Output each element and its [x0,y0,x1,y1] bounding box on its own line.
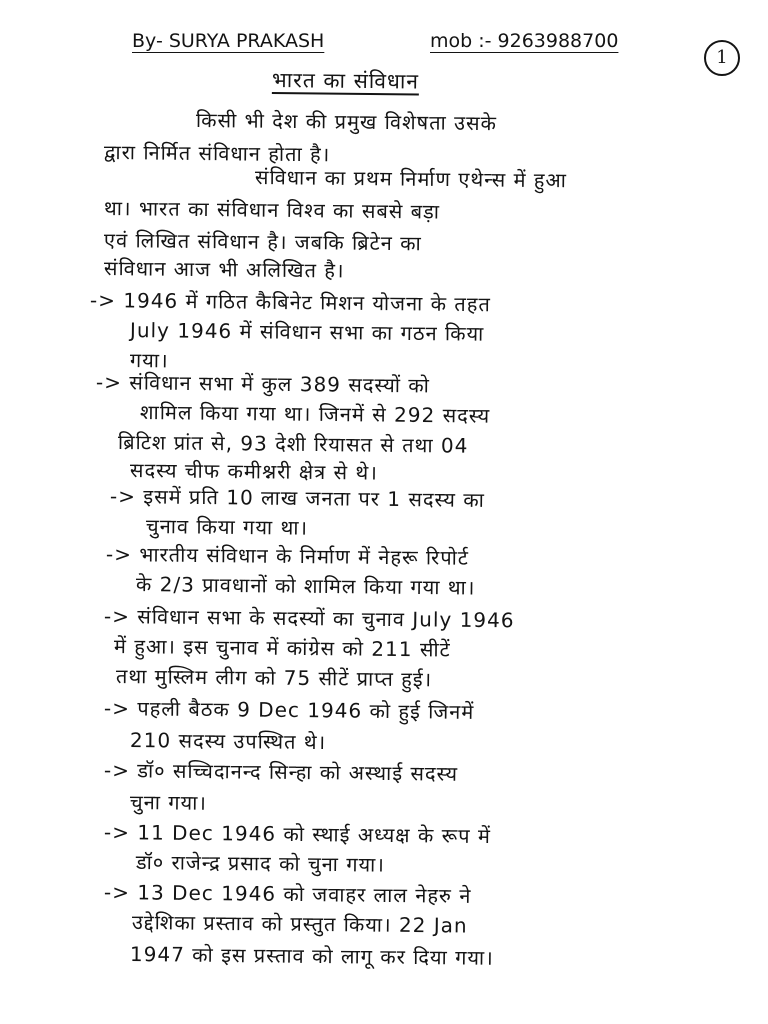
bullet-line: -> 1946 में गठित कैबिनेट मिशन योजना के तहत [89,288,491,317]
text-line: 1947 को इस प्रस्ताव को लागू कर दिया गया। [129,942,494,970]
text-line: उद्देशिका प्रस्ताव को प्रस्तुत किया। 22 Jan [131,910,468,938]
text-line: July 1946 में संविधान सभा का गठन किया [129,318,485,346]
text-line: था। भारत का संविधान विश्व का सबसे बड़ा [103,196,441,224]
bullet-line: -> संविधान सभा के सदस्यों का चुनाव July 1946 [103,604,515,633]
bullet-line: -> इसमें प्रति 10 लाख जनता पर 1 सदस्य का [109,484,485,512]
text-line: तथा मुस्लिम लीग को 75 सीटें प्राप्त हुई। [115,664,433,692]
text-line: के 2/3 प्रावधानों को शामिल किया गया था। [135,572,476,600]
bullet-line: -> 13 Dec 1946 को जवाहर लाल नेहरु ने [103,880,472,908]
page-title: भारत का संविधान [271,68,420,94]
text-line: संविधान आज भी अलिखित है। [103,256,345,283]
bullet-line: -> भारतीय संविधान के निर्माण में नेहरू रिपोर्ट [105,542,470,570]
bullet-line: -> पहली बैठक 9 Dec 1946 को हुई जिनमें [103,696,475,724]
bullet-line: -> 11 Dec 1946 को स्थाई अध्यक्ष के रूप में [103,820,492,849]
page-number: 1 [704,40,740,76]
bullet-line: -> संविधान सभा में कुल 389 सदस्यों को [95,370,431,398]
text-line: सदस्य चीफ कमीश्नरी क्षेत्र से थे। [129,458,378,485]
text-line: चुना गया। [129,790,208,815]
text-line: द्वारा निर्मित संविधान होता है। [103,140,331,167]
text-line: किसी भी देश की प्रमुख विशेषता उसके [195,108,498,136]
text-line: में हुआ। इस चुनाव में कांग्रेस को 211 सीटें [113,634,451,662]
text-line: ब्रिटिश प्रांत से, 93 देशी रियासत से तथा 04 [117,430,469,458]
bullet-line: -> डॉ० सच्चिदानन्द सिन्हा को अस्थाई सदस्य [103,758,459,786]
text-line: चुनाव किया गया था। [145,514,309,540]
mobile-number: mob :- 9263988700 [430,30,619,52]
text-line: डॉ० राजेन्द्र प्रसाद को चुना गया। [135,850,386,877]
text-line: संविधान का प्रथम निर्माण एथेन्स में हुआ [254,165,568,193]
author-name: By- SURYA PRAKASH [132,30,325,52]
text-line: गया। [129,348,169,373]
text-line: एवं लिखित संविधान है। जबकि ब्रिटेन का [103,228,422,256]
text-line: शामिल किया गया था। जिनमें से 292 सदस्य [139,400,491,428]
text-line: 210 सदस्य उपस्थित थे। [129,728,327,755]
